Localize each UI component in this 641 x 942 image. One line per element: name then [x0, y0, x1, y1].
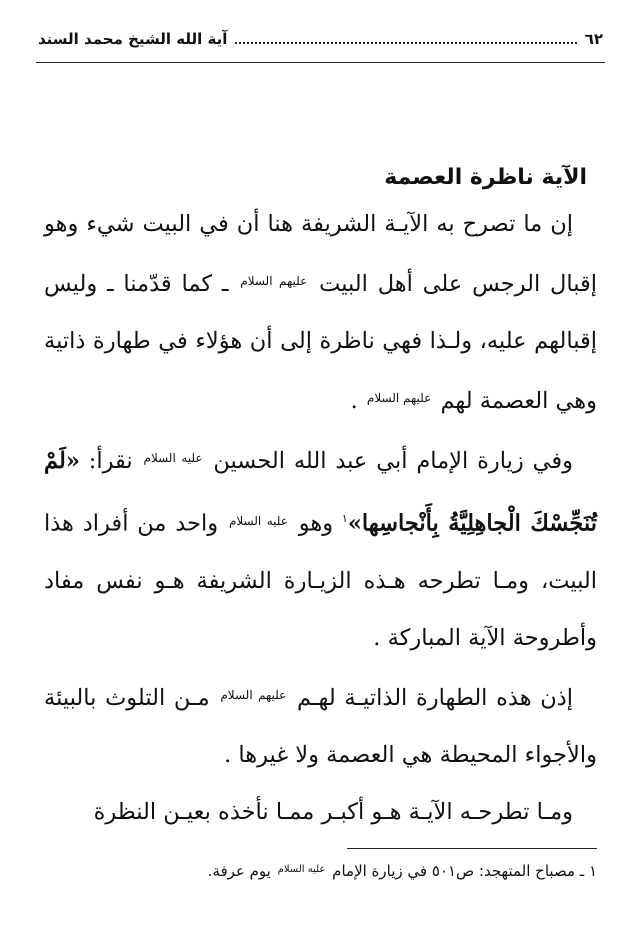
main-text	[44, 160, 597, 841]
header-dot-leader	[235, 30, 576, 44]
paragraph-text: .	[350, 388, 358, 414]
honorific-symbol: عليهم السلام	[240, 274, 308, 288]
paragraph-text: مـن التلوث بالبيئة والأجواء المحيطة هي العصمة ولا غيرها .	[44, 684, 597, 768]
running-title: آية الله الشيخ محمد السند	[38, 30, 228, 48]
footnote-text: يوم عرفة.	[207, 862, 271, 880]
paragraph-text: وهو	[298, 510, 334, 537]
page-number: ٦٢	[584, 30, 603, 48]
paragraph	[44, 784, 597, 841]
honorific-symbol: عليهم السلام	[220, 687, 287, 702]
footnote-reference[interactable]: ١	[341, 512, 348, 525]
paragraph-text: واحد من أفراد هذا البيت، ومـا تطرحه هـذه الزيـارة الشريفة هـو نفس مفاد وأطروحة الآية المباركة .	[44, 510, 597, 651]
paragraph-text: وفي زيارة الإمام أبي عبد الله الحسين	[213, 448, 573, 474]
section-heading: الآية ناظرة العصمة	[384, 165, 587, 190]
running-header	[38, 30, 603, 58]
honorific-symbol: عليه السلام	[143, 451, 203, 465]
paragraph-text: ومـا تطرحـه الآيـة هـو أكبـر ممـا نأخذه بعيـن النظرة	[93, 798, 573, 825]
paragraph-text: إذن هذه الطهارة الذاتيـة لهـم	[296, 684, 574, 711]
honorific-symbol: عليه السلام	[277, 864, 326, 875]
paragraph-text: إن ما تصرح به الآيـة الشريفة هنا أن في البيت شيء وهو إقبال الرجس على أهل البيت	[44, 211, 598, 297]
footnote	[44, 858, 597, 883]
quotation: «لَمْ تُنَجِّسْكَ الْجاهِلِيَّةُ بِأَنْجاسِها»	[44, 448, 598, 537]
paragraph	[44, 667, 597, 784]
footnote-number: ١	[588, 862, 597, 880]
paragraph-text: ـ كما قدّمنا ـ وليس إقبالهم عليه، ولـذا فهي ناظرة إلى أن هؤلاء في طهارة ذاتية وهي العصمة لهم	[44, 271, 597, 414]
paragraph	[44, 430, 597, 667]
honorific-symbol: عليهم السلام	[366, 391, 432, 405]
paragraph	[44, 196, 597, 430]
honorific-symbol: عليه السلام	[228, 513, 288, 528]
footnote-text: ـ مصباح المتهجد: ص٥٠١ في زيارة الإمام	[332, 862, 585, 880]
header-rule	[36, 62, 605, 63]
footnote-rule	[347, 848, 597, 849]
paragraph-text: نقرأ:	[88, 448, 133, 474]
